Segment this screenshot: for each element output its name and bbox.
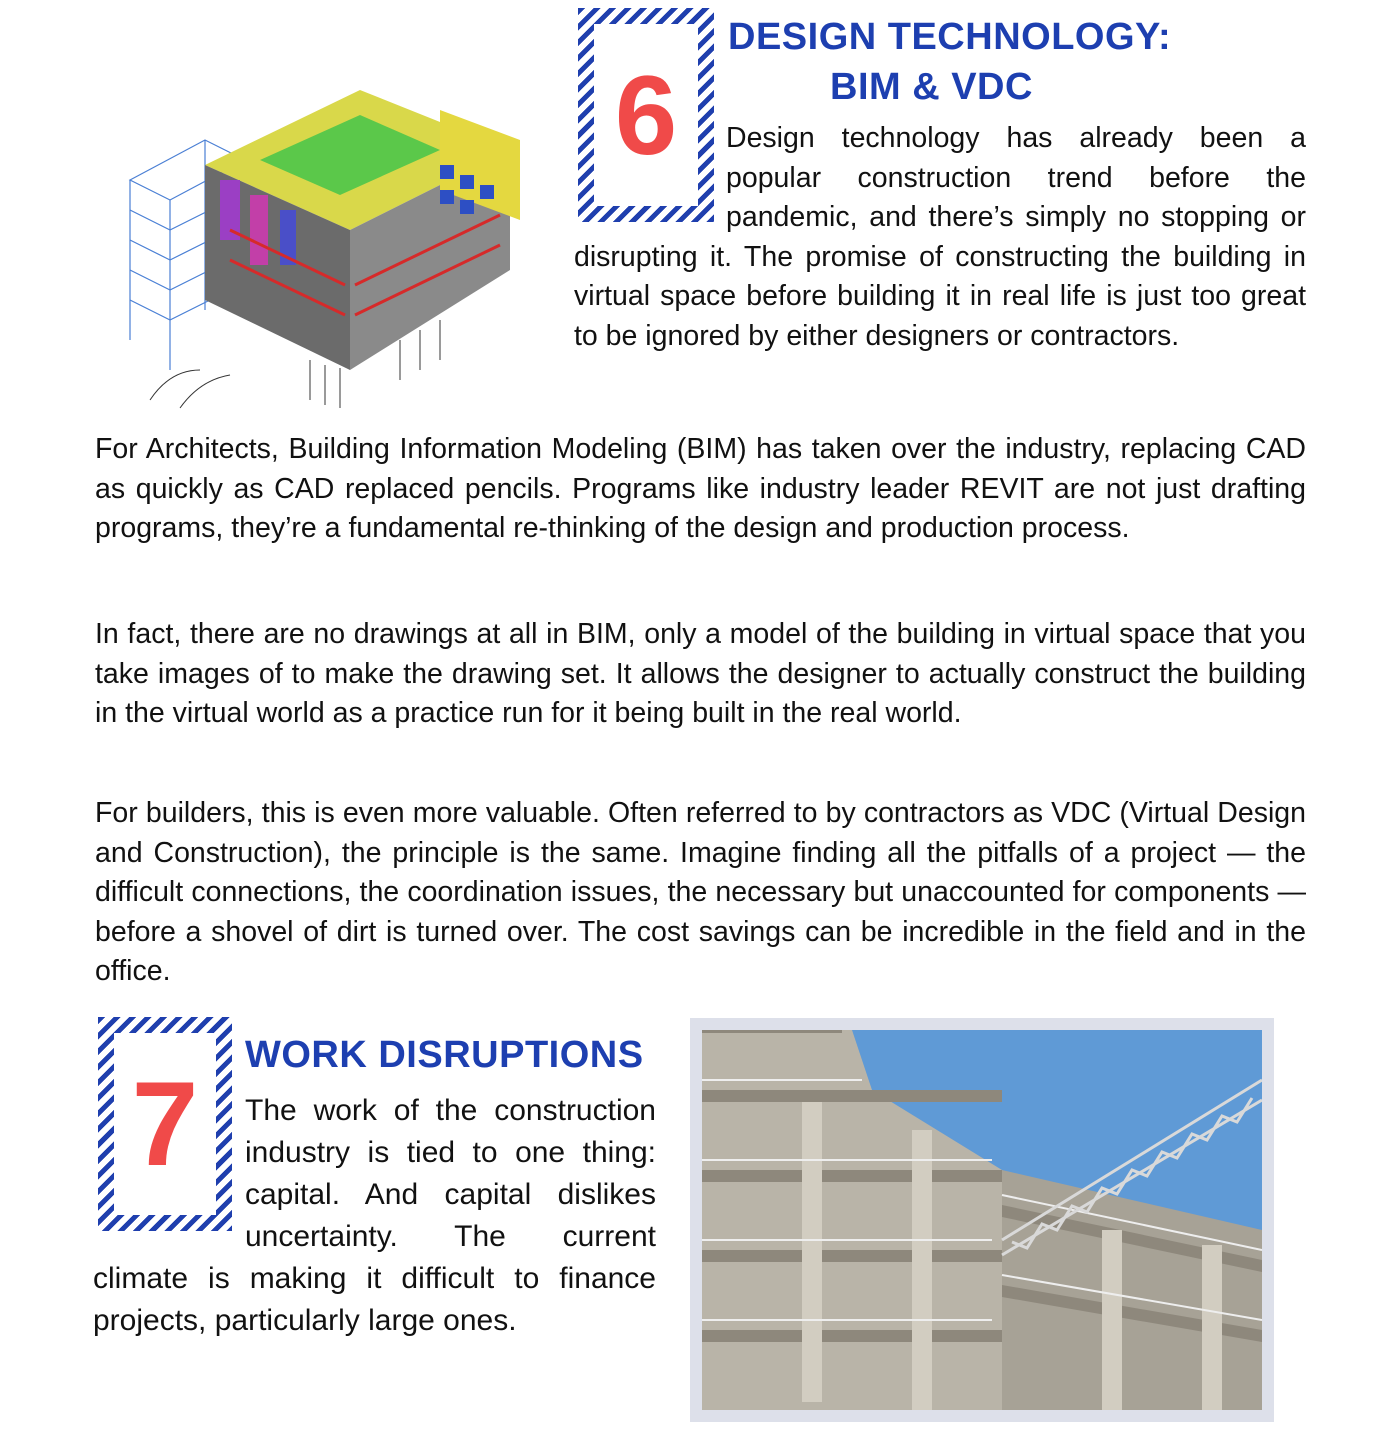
section-7-title: WORK DISRUPTIONS [245,1034,644,1076]
intro-float-spacer [574,119,726,237]
section-6-number: 6 [594,24,698,206]
section-6-intro [574,119,1306,356]
section-7-number: 7 [114,1033,216,1215]
construction-photo-frame [690,1018,1274,1422]
section-7-text-body: The work of the construction industry is tied to one thing: capital. And capital dislikes uncertainty. The current climate is making it difficult to finance projects, particularly large ones. [93,1094,656,1337]
construction-photo [702,1030,1262,1410]
text-float-spacer [93,1090,245,1256]
section-6-paragraph-3 [95,794,1306,992]
paragraph-2-text: In fact, there are no drawings at all in BIM, only a model of the building in virtual space that you take images of to make the drawing set. It allows the designer to actually construct the building in the virtual world as a practice run for it being built in the real world. [95,618,1306,729]
paragraph-1-text: For Architects, Building Information Modeling (BIM) has taken over the industry, replacing CAD as quickly as CAD replaced pencils. Programs like industry leader REVIT are not just drafting programs, they’re a fundamental re-thinking of the design and production process. [95,433,1306,544]
section-6-title [728,12,1188,112]
bim-model-illustration [110,70,550,410]
section-6-title-line1: DESIGN TECHNOLOGY: [728,16,1172,58]
section-7-text [93,1090,656,1342]
section-6-paragraph-2 [95,615,1306,734]
section-6-intro-text: Design technology has already been a popular construction trend before the pandemic, and there’s simply no stopping or disrupting it. The promise of constructing the building in virtual space before building it in real life is just too great to be ignored by either designers or contractors. [574,122,1306,352]
section-6-paragraph-1 [95,430,1306,549]
paragraph-3-text: For builders, this is even more valuable. Often referred to by contractors as VDC (Virtual Design and Construction), the principle is the same. Imagine finding all the pitfalls of a project — the difficult connections, the coordination issues, the necessary but unaccounted for components — before a shovel of dirt is turned over. The cost savings can be incredible in the field and in the office. [95,797,1306,987]
section-6-title-line2: BIM & VDC [830,66,1033,108]
